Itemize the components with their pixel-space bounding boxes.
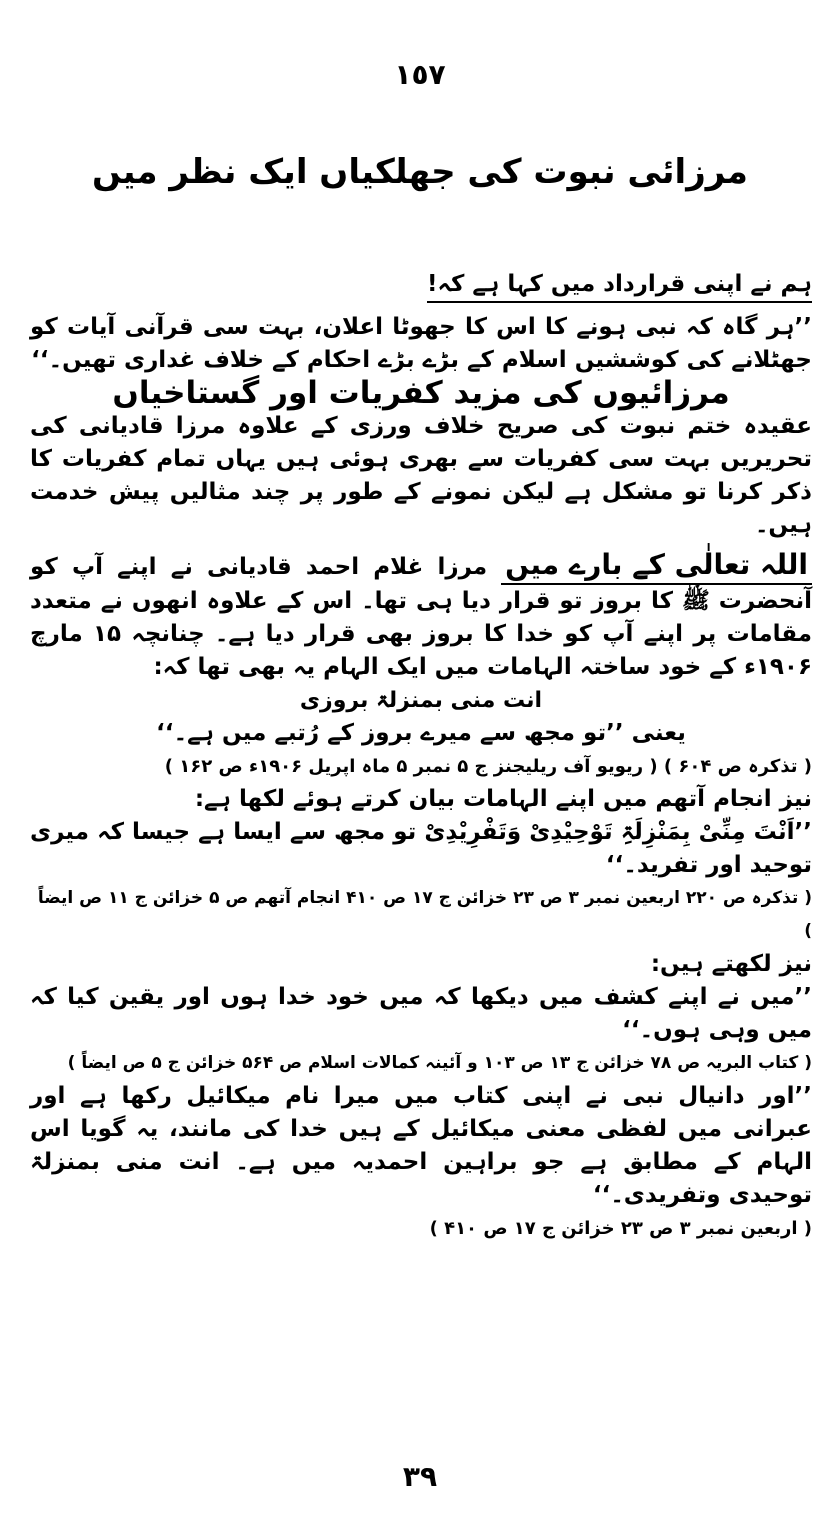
paragraph-anjam-atham: نیز انجام آتھم میں اپنے الہامات بیان کرتے ہوئے لکھا ہے:: [194, 786, 812, 812]
quote-resolution: ’’ہر گاہ کہ نبی ہونے کا اس کا جھوٹا اعلان، بہت سی قرآنی آیات کو جھٹلانے کی کوششیں اسلام کے بڑے بڑے احکام کے خلاف غداری تھیں۔‘‘: [30, 314, 812, 373]
reference-1: ( تذکرہ ص ۶۰۴ ) ( ریویو آف ریلیجنز ج ۵ نمبر ۵ ماہ اپریل ۱۹۰۶ء ص ۱۶۲ ): [164, 756, 812, 777]
meaning-1: یعنی ’’تو مجھ سے میرے بروز کے رُتبے میں ہے۔‘‘: [156, 720, 686, 746]
page-number-bottom: ٣٩: [402, 1460, 438, 1493]
paragraph-about-god-text: مرزا غلام احمد قادیانی نے اپنے آپ کو آنحضرت ﷺ کا بروز تو قرار دیا ہی تھا۔ اس کے علاوہ انھوں نے متعدد مقامات پر اپنے آپ کو خدا کا بروز بھی قرار دیا ہے۔ چنانچہ ۱۵ مارچ ۱۹۰۶ء کے خود ساختہ الہامات میں ایک الہام یہ بھی تھا کہ:: [30, 554, 812, 680]
reference-4: ( اربعین نمبر ۳ ص ۲۳ خزائن ج ۱۷ ص ۴۱۰ ): [429, 1218, 812, 1239]
reference-3: ( کتاب البریہ ص ۷۸ خزائن ج ۱۳ ص ۱۰۳ و آئینہ کمالات اسلام ص ۵۶۴ خزائن ج ۵ ص ایضاً ): [67, 1053, 812, 1073]
section-heading: مرزائیوں کی مزید کفریات اور گستاخیاں: [112, 375, 730, 411]
arabic-ilham-1: انت منی بمنزلۃ بروزی: [299, 688, 543, 713]
paragraph-also-writes: نیز لکھتے ہیں:: [650, 951, 812, 977]
quote-kashf: ’’میں نے اپنے کشف میں دیکھا کہ میں خود خدا ہوں اور یقین کیا کہ میں وہی ہوں۔‘‘: [30, 984, 812, 1043]
quote-daniel: ’’اور دانیال نبی نے اپنی کتاب میں میرا نام میکائیل رکھا ہے اور عبرانی میں لفظی معنی میکائیل کے ہیں خدا کی مانند، یہ گویا اس الہام کے مطابق ہے جو براہین احمدیہ میں ہے۔ انت منی بمنزلۃ توحیدی وتفریدی۔‘‘: [30, 1083, 812, 1208]
quote-tawhid: ’’اَنْتَ مِنِّیْ بِمَنْزِلَۃِ تَوْحِیْدِیْ وَتَفْرِیْدِیْ تو مجھ سے ایسا ہے جیسا کہ میری توحید اور تفرید۔‘‘: [30, 819, 812, 878]
document-body: [30, 268, 812, 1245]
page-number-top: ١٥٧: [394, 58, 446, 91]
paragraph-intro: عقیدہ ختم نبوت کی صریح خلاف ورزی کے علاوہ مرزا قادیانی کی تحریریں بہت سی کفریات سے بھری ہوئی ہیں یہاں تمام کفریات کا ذکر کرنا تو مشکل ہے لیکن نمونے کے طور پر چند مثالیں پیش خدمت ہیں۔: [30, 413, 812, 538]
intro-line: ہم نے اپنی قرارداد میں کہا ہے کہ!: [427, 268, 812, 303]
side-heading: اللہ تعالٰی کے بارے میں: [501, 548, 812, 585]
page-title: مرزائی نبوت کی جھلکیاں ایک نظر میں: [92, 152, 748, 192]
paragraph-about-god: [30, 548, 812, 684]
reference-2: ( تذکرہ ص ۲۲۰ اربعین نمبر ۳ ص ۲۳ خزائن ج ۱۷ ص ۴۱۰ انجام آتھم ص ۵ خزائن ج ۱۱ ص ایضاً ): [37, 888, 812, 941]
